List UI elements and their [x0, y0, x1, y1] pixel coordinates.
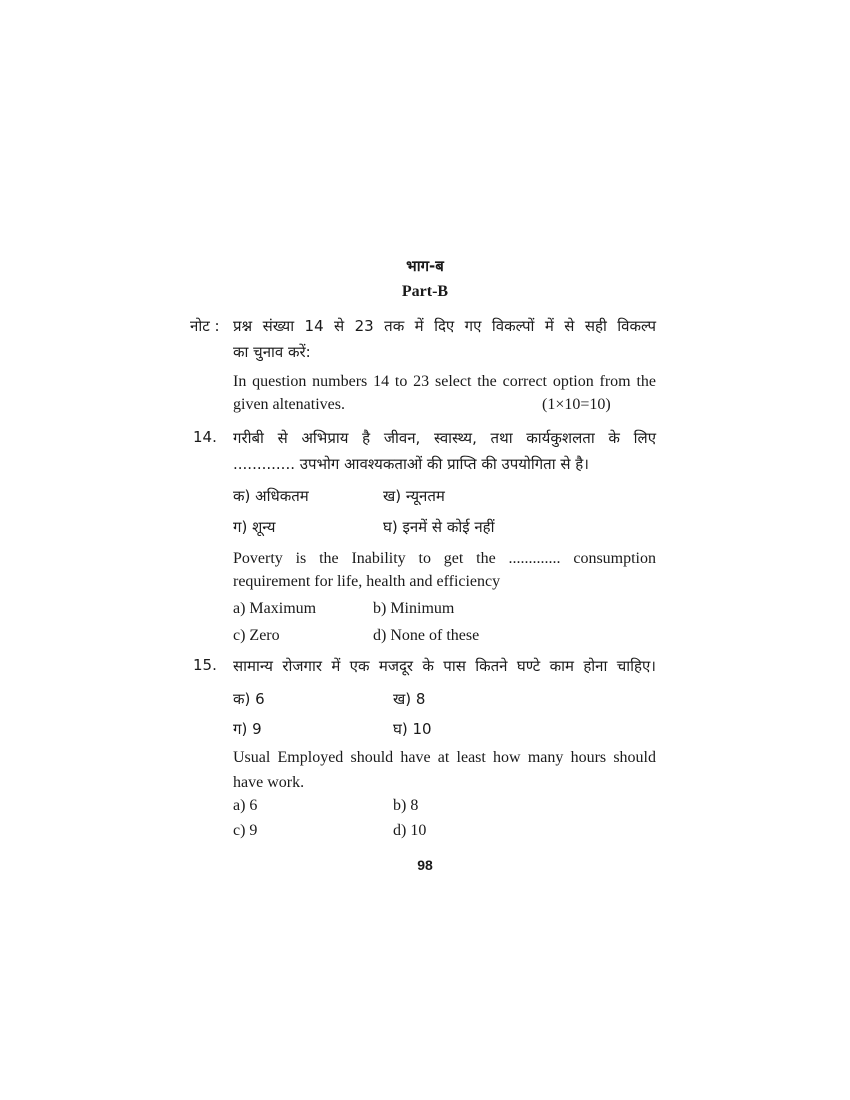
marks: (1×10=10)	[542, 396, 611, 413]
question-14-hindi-option-d: घ) इनमें से कोई नहीं	[383, 518, 495, 536]
question-14-english-option-b: b) Minimum	[373, 600, 455, 617]
question-14-hindi-option-b: ख) न्यूनतम	[383, 487, 445, 505]
question-15-hindi-line-1: सामान्य रोजगार में एक मजदूर के पास कितने घण्टे काम होना चाहिए।	[233, 657, 656, 675]
question-15-english-option-d: d) 10	[393, 822, 427, 839]
question-15-hindi-option-b: ख) 8	[393, 690, 426, 708]
question-14-hindi-line-2: ............. उपभोग आवश्यकताओं की प्राप्ति की उपयोगिता से है।	[233, 455, 589, 473]
question-14-hindi-option-c: ग) शून्य	[233, 518, 276, 536]
question-14-hindi-option-a: क) अधिकतम	[233, 487, 309, 505]
page-number: 98	[417, 857, 433, 873]
question-14-number: 14.	[193, 428, 217, 446]
question-14-english-option-c: c) Zero	[233, 627, 280, 644]
note-hindi-line-2: का चुनाव करें:	[233, 343, 311, 361]
question-15-hindi-option-d: घ) 10	[393, 720, 432, 738]
question-15-english-line-1: Usual Employed should have at least how many hours should	[233, 749, 656, 766]
note-english-line-2: given altenatives.	[233, 396, 345, 413]
part-heading-hindi: भाग-ब	[406, 257, 444, 275]
question-15-number: 15.	[193, 656, 217, 674]
question-14-hindi-line-1: गरीबी से अभिप्राय है जीवन, स्वास्थ्य, तथा कार्यकुशलता के लिए	[233, 429, 656, 447]
question-14-english-line-2: requirement for life, health and efficiency	[233, 573, 501, 590]
question-15-english-option-b: b) 8	[393, 797, 419, 814]
question-15-hindi-option-c: ग) 9	[233, 720, 262, 738]
question-15-english-option-a: a) 6	[233, 797, 258, 814]
note-label: नोट :	[190, 317, 220, 335]
question-14-english-line-1: Poverty is the Inability to get the ............. consumption	[233, 550, 656, 567]
question-15-hindi-option-a: क) 6	[233, 690, 265, 708]
question-15-english-option-c: c) 9	[233, 822, 258, 839]
question-14-english-option-d: d) None of these	[373, 627, 480, 644]
note-hindi-line-1: प्रश्न संख्या 14 से 23 तक में दिए गए विकल्पों में से सही विकल्प	[233, 317, 656, 335]
question-15-english-line-2: have work.	[233, 774, 305, 791]
question-14-english-option-a: a) Maximum	[233, 600, 317, 617]
part-heading-english: Part-B	[401, 283, 449, 300]
note-english-line-1: In question numbers 14 to 23 select the correct option from the	[233, 373, 656, 390]
